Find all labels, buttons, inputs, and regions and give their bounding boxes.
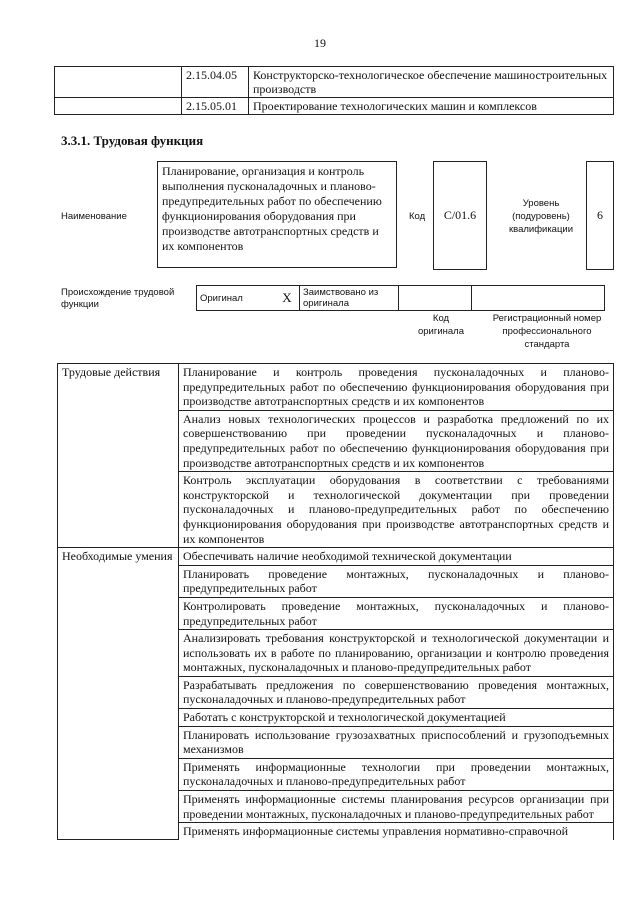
codes-table (54, 66, 614, 115)
list-item: Анализ новых технологических процессов и разработка предложений по их совершенствованию при проведении пусконаладочных и планово-предупредительных работ по обеспечению функционирования оборудования при производстве автотранспортных средств и их компонентов (179, 410, 614, 471)
table-row (58, 548, 614, 566)
reg-number-cell (472, 286, 605, 311)
list-item: Применять информационные системы управления нормативно-справочной (179, 823, 614, 840)
required-skills-label: Необходимые умения (58, 548, 179, 840)
table-row (55, 67, 614, 98)
level-label: Уровень (подуровень) квалификации (508, 198, 574, 235)
origin-label: Происхождение трудовой функции (61, 287, 175, 310)
list-item: Контролировать проведение монтажных, пусконаладочных и планово-предупредительных работ (179, 597, 614, 629)
original-mark: X (275, 286, 300, 311)
code-original-cell (399, 286, 472, 311)
page-number: 19 (314, 36, 326, 50)
list-item: Разрабатывать предложения по совершенствованию проведения монтажных, пусконаладочных и планово-предупредительных работ (179, 676, 614, 708)
list-item: Применять информационные системы планирования ресурсов организации при проведении монтажных, пусконаладочных и планово-предупредительных работ (179, 791, 614, 823)
labor-actions-label: Трудовые действия (58, 364, 179, 548)
table-row (55, 98, 614, 115)
level-value: 6 (586, 161, 614, 270)
code-value: C/01.6 (433, 161, 487, 270)
table-row (58, 364, 614, 411)
list-item: Анализировать требования конструкторской и технологической документации и использовать их в работе по планированию, организации и контролю проведения монтажных, пусконаладочных и планово-предупредительных работ (179, 630, 614, 677)
table-row (197, 286, 605, 311)
list-item: Обеспечивать наличие необходимой технической документации (179, 548, 614, 566)
code-label: Код (409, 211, 426, 222)
list-item: Контроль эксплуатации оборудования в соответствии с требованиями конструкторской и технологической документации при проведении пусконаладочных и планово-предупредительных работ по обеспечению функционирования оборудования при производстве автотранспортных средств и их компонентов (179, 472, 614, 548)
section-title: 3.3.1. Трудовая функция (61, 133, 204, 148)
list-item: Работать с конструкторской и технологической документацией (179, 709, 614, 727)
list-item: Применять информационные технологии при проведении монтажных, пусконаладочных и планово-предупредительных работ (179, 758, 614, 790)
list-item: Планирование и контроль проведения пусконаладочных и планово-предупредительных работ по обеспечению функционирования оборудования при производстве автотранспортных средств и их компонентов (179, 364, 614, 411)
list-item: Планировать проведение монтажных, пусконаладочных и планово-предупредительных работ (179, 565, 614, 597)
original-label: Оригинал (197, 286, 276, 311)
origin-table (196, 285, 605, 311)
function-name-box: Планирование, организация и контроль выполнения пусконаладочных и планово-предупредительных работ по обеспечению функционирования оборудования при производстве автотранспортных средств и их компонентов (157, 161, 397, 268)
list-item: Планировать использование грузозахватных приспособлений и грузоподъемных механизмов (179, 726, 614, 758)
reg-number-caption: Регистрационный номер профессионального стандарта (492, 313, 602, 350)
naming-label: Наименование (61, 211, 127, 222)
code-cell: 2.15.04.05 (182, 67, 249, 98)
code-original-caption: Код оригинала (417, 313, 464, 337)
function-details-table (57, 363, 614, 840)
name-cell: Конструкторско-технологическое обеспечение машиностроительных производств (249, 67, 614, 98)
borrowed-label: Заимствовано из оригинала (300, 286, 399, 311)
code-cell: 2.15.05.01 (182, 98, 249, 115)
name-cell: Проектирование технологических машин и комплексов (249, 98, 614, 115)
